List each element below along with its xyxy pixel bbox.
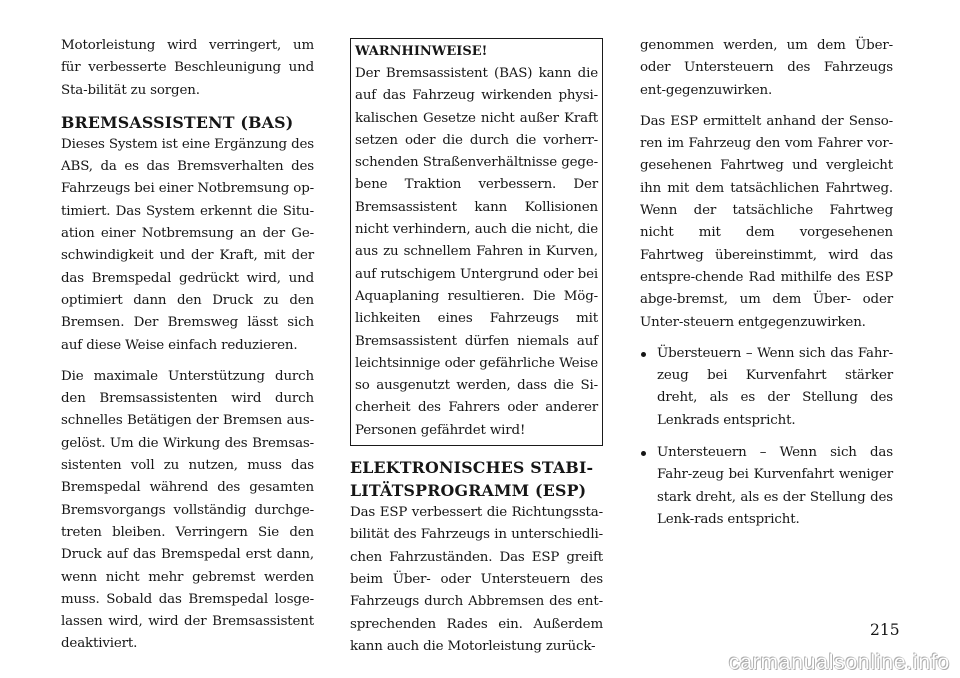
warning-text: Der Bremsassistent (BAS) kann die auf das Fahrzeug wirkenden physi-kalischen Gesetze nicht außer Kraft setzen oder die durch die vorherr-schenden Straßenverhältnisse gege-bene Traktion verbessern. Der Bremsassistent kann Kollisionen nicht verhindern, auch die nicht, die aus zu schnellem Fahren in Kurven, auf rutschigem Untergrund oder bei Aquaplaning resultieren. Die Mög-lichkeiten eines Fahrzeugs mit Bremsassistent dürfen niemals auf leichtsinnige oder gefährliche Weise so ausgenutzt werden, dass die Si-cherheit des Fahrers oder anderer Personen gefährdet wird! bbox=[355, 66, 598, 438]
intro-paragraph: Motorleistung wird verringert, um für verbesserte Beschleunigung und Sta-bilität zu sorgen. bbox=[61, 38, 314, 98]
esp-paragraph-2: genommen werden, um dem Über-oder Untersteuern des Fahrzeugs ent-gegenzuwirken. bbox=[640, 38, 893, 98]
watermark[interactable]: carmanualsonline.info bbox=[728, 651, 950, 674]
esp-paragraph-3: Das ESP ermittelt anhand der Senso-ren im Fahrzeug den vom Fahrer vor-gesehenen Fahrtweg und vergleicht ihn mit dem tatsächlichen Fahrtweg. Wenn der tatsächliche Fahrtweg nicht mit dem vorgesehenen Fahrtweg übereinstimmt, wird das entspre-chende Rad mithilfe des ESP abge-bremst, um dem Über- oder Unter-steuern entgegenzuwirken. bbox=[640, 113, 893, 330]
esp-bullet-list bbox=[640, 343, 893, 531]
page-number: 215 bbox=[870, 621, 900, 639]
warning-title: WARNHINWEISE! bbox=[355, 44, 488, 59]
list-item: Übersteuern – Wenn sich das Fahr-zeug bei Kurvenfahrt stärker dreht, als es der Stellung des Lenkrads entspricht. bbox=[640, 343, 893, 432]
bas-paragraph-1: Dieses System ist eine Ergänzung des ABS, da es das Bremsverhalten des Fahrzeugs bei einer Notbremsung op-timiert. Das System erkennt die Situ-ation einer Notbremsung an der Ge-schwindigkeit und der Kraft, mit der das Bremspedal gedrückt wird, und optimiert dann den Druck zu den Bremsen. Der Bremsweg lässt sich auf diese Weise einfach reduzieren. bbox=[61, 136, 314, 353]
column-left bbox=[61, 35, 314, 665]
bas-paragraph-2: Die maximale Unterstützung durch den Bremsassistenten wird durch schnelles Betätigen der Bremsen aus-gelöst. Um die Wirkung des Bremsas-sistenten voll zu nutzen, muss das Bremspedal während des gesamten Bremsvorgangs vollständig durchge-treten bleiben. Verringern Sie den Druck auf das Bremspedal erst dann, wenn nicht mehr gebremst werden muss. Sobald das Bremspedal losge-lassen wird, wird der Bremsassistent deaktiviert. bbox=[61, 368, 314, 652]
list-item: Untersteuern – Wenn sich das Fahr-zeug bei Kurvenfahrt weniger stark dreht, als es der Stellung des Lenk-rads entspricht. bbox=[640, 442, 893, 531]
section-heading-esp: ELEKTRONISCHES STABI-LITÄTSPROGRAMM (ESP) bbox=[350, 458, 594, 501]
column-right bbox=[640, 35, 893, 541]
warning-box bbox=[350, 38, 603, 446]
column-middle bbox=[350, 35, 603, 667]
esp-paragraph-1: Das ESP verbessert die Richtungssta-bilität des Fahrzeugs in unterschiedli-chen Fahrzuständen. Das ESP greift beim Über- oder Untersteuern des Fahrzeugs durch Abbremsen des ent-sprechenden Rades ein. Außerdem kann auch die Motorleistung zurück- bbox=[350, 505, 603, 654]
section-heading-bas: BREMSASSISTENT (BAS) bbox=[61, 112, 294, 132]
